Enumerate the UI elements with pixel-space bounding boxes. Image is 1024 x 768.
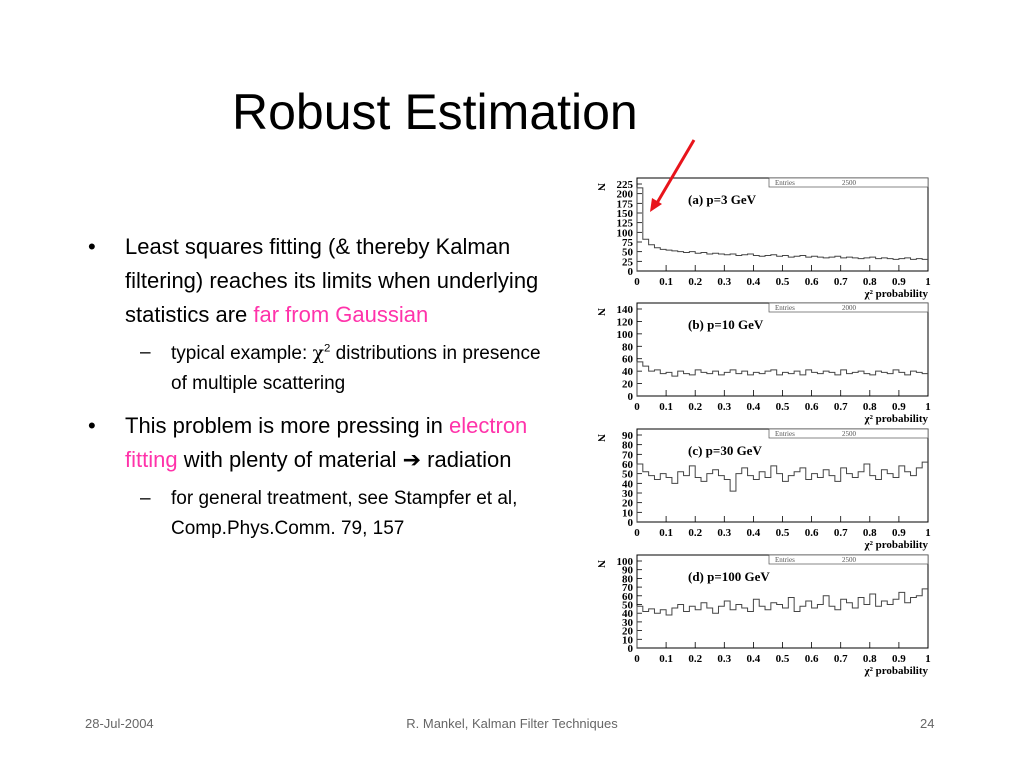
panel-d-ytick-label: 80 <box>622 573 633 586</box>
panel-d-xtick-label: 0.2 <box>688 653 703 665</box>
panel-a-ylabel: N <box>595 183 607 191</box>
panel-c-ytick-label: 50 <box>622 468 633 481</box>
panel-c-xtick-label: 0.7 <box>833 527 848 539</box>
panel-b-xtick-label: 0.3 <box>717 401 732 413</box>
panel-c-ytick-label: 90 <box>622 430 633 442</box>
panel-b-xlabel: χ² probability <box>864 413 928 425</box>
panel-c-xlabel: χ² probability <box>864 539 928 551</box>
bullet-2-text-c: radiation <box>421 447 512 472</box>
panel-d-stats-value: 2500 <box>842 556 856 564</box>
panel-c-ytick-label: 30 <box>622 488 633 500</box>
panel-b-ytick-label: 80 <box>622 341 633 354</box>
panel-c-ytick-label: 40 <box>622 478 633 491</box>
panel-b-ylabel: N <box>595 308 607 316</box>
panel-b-xtick-label: 0.5 <box>775 401 790 413</box>
panel-a-stats-label: Entries <box>775 179 795 187</box>
panel-d-label: (d) p=100 GeV <box>688 569 770 584</box>
panel-a-stats-value: 2500 <box>842 179 856 187</box>
panel-d-stats-label: Entries <box>775 556 795 564</box>
panel-b-xtick-label: 0.2 <box>688 401 703 413</box>
panel-c-xtick-label: 0.6 <box>804 527 819 539</box>
panel-a-xtick-label: 0.3 <box>717 276 732 288</box>
panel-d-ytick-label: 50 <box>622 599 633 612</box>
panel-d-xlabel: χ² probability <box>864 665 928 677</box>
panel-b-xtick-label: 0.9 <box>892 401 906 413</box>
panel-b-ytick-label: 60 <box>622 353 633 366</box>
footer-title: R. Mankel, Kalman Filter Techniques <box>406 716 618 731</box>
panel-a-xtick-label: 0.1 <box>659 276 673 288</box>
panel-b-xtick-label: 0.1 <box>659 401 673 413</box>
sub-bullet-1-text-b: distributions in presence of multiple scattering <box>171 343 541 394</box>
sub-bullet-1-text-a: typical example: <box>171 343 313 364</box>
panel-b-xtick-label: 0.4 <box>746 401 761 413</box>
panel-a-ytick-label: 150 <box>616 208 633 220</box>
panel-c-ytick-label: 10 <box>622 507 633 520</box>
bullet-dot: • <box>88 234 96 259</box>
bullet-dot: • <box>88 413 96 438</box>
panel-c-ytick-label: 80 <box>622 439 633 452</box>
panel-a-ytick-label: 50 <box>622 246 633 259</box>
panel-b-xtick-label: 1 <box>925 401 931 413</box>
panel-c-ytick-label: 20 <box>622 497 633 510</box>
panel-b-stats-label: Entries <box>775 304 795 312</box>
panel-c-xtick-label: 0.1 <box>659 527 673 539</box>
bullet-1-highlight: far from Gaussian <box>253 302 429 327</box>
panel-d-ytick-label: 70 <box>622 582 633 595</box>
panel-d-xtick-label: 0 <box>634 653 640 665</box>
panel-a-frame <box>637 178 928 271</box>
panel-c-ylabel: N <box>595 434 607 442</box>
panel-d-xtick-label: 0.6 <box>804 653 819 665</box>
panel-d-ytick-label: 60 <box>622 590 633 603</box>
panel-b-ytick-label: 20 <box>622 378 633 391</box>
panel-d-xtick-label: 0.9 <box>892 653 906 665</box>
panel-a-ytick-label: 0 <box>627 266 633 278</box>
bullet-2-text-b: with plenty of material <box>177 447 403 472</box>
sub-bullet-2-text: for general treatment, see Stampfer et al, Comp.Phys.Comm. 79, 157 <box>171 488 518 539</box>
panel-b-ytick-label: 0 <box>627 391 633 403</box>
panel-b-xtick-label: 0.8 <box>862 401 877 413</box>
panel-a-ytick-label: 225 <box>616 179 633 191</box>
panel-b-xtick-label: 0.7 <box>833 401 848 413</box>
footer-date: 28-Jul-2004 <box>85 716 154 731</box>
panel-a-ytick-label: 75 <box>622 237 633 249</box>
panel-a-xtick-label: 0.9 <box>892 276 906 288</box>
panel-b-stats-value: 2000 <box>842 304 856 312</box>
panel-a-xtick-label: 1 <box>925 276 931 288</box>
panel-a-xtick-label: 0.6 <box>804 276 819 288</box>
panel-a-ytick-label: 175 <box>616 198 633 211</box>
panel-a-xtick-label: 0.7 <box>833 276 848 288</box>
panel-d-xtick-label: 0.3 <box>717 653 732 665</box>
panel-a-xtick-label: 0.4 <box>746 276 761 288</box>
panel-c-stats-value: 2500 <box>842 430 856 438</box>
chi-symbol: χ <box>312 342 325 364</box>
sub-bullet-dash: – <box>140 342 151 363</box>
panel-a-xtick-label: 0 <box>634 276 640 288</box>
panel-a-xtick-label: 0.2 <box>688 276 703 288</box>
sub-bullet-dash: – <box>140 488 151 509</box>
panel-d-xtick-label: 0.8 <box>862 653 877 665</box>
bullet-2-text-a: This problem is more pressing in <box>125 413 450 438</box>
panel-d-xtick-label: 0.7 <box>833 653 848 665</box>
panel-c-xtick-label: 0 <box>634 527 640 539</box>
panel-d-xtick-label: 0.1 <box>659 653 673 665</box>
panel-c-ytick-label: 70 <box>622 449 633 462</box>
panel-d-ytick-label: 90 <box>622 564 633 577</box>
panel-b-frame <box>637 303 928 396</box>
panel-a-label: (a) p=3 GeV <box>688 192 757 207</box>
panel-c-xtick-label: 0.3 <box>717 527 732 539</box>
panel-d-ytick-label: 10 <box>622 634 633 647</box>
panel-c-xtick-label: 0.8 <box>862 527 877 539</box>
panel-b-ytick-label: 100 <box>616 328 633 341</box>
panel-d-xtick-label: 0.4 <box>746 653 761 665</box>
panel-a-ytick-label: 25 <box>622 256 633 269</box>
panel-d-ytick-label: 100 <box>616 556 633 568</box>
panel-d-xtick-label: 0.5 <box>775 653 790 665</box>
bullet-2-highlight: electron fitting <box>125 413 528 472</box>
bullet-1-text: Least squares fitting (& thereby Kalman filtering) reaches its limits when underlying statistics are <box>125 234 539 327</box>
panel-a-ytick-label: 125 <box>616 217 633 230</box>
panel-d-ylabel: N <box>595 560 607 568</box>
arrow-right-icon: ➔ <box>402 448 422 473</box>
panel-c-ytick-label: 0 <box>627 517 633 529</box>
panel-d-ytick-label: 30 <box>622 616 633 629</box>
panel-b-ytick-label: 120 <box>616 316 633 329</box>
panel-c-stats-label: Entries <box>775 430 795 438</box>
panel-d-ytick-label: 40 <box>622 608 633 621</box>
panel-c-label: (c) p=30 GeV <box>688 443 762 458</box>
panel-b-xtick-label: 0 <box>634 401 640 413</box>
panel-c-ytick-label: 60 <box>622 459 633 471</box>
slide-title: Robust Estimation <box>232 84 638 140</box>
panel-c-xtick-label: 1 <box>925 527 931 539</box>
panel-c-xtick-label: 0.4 <box>746 527 761 539</box>
panel-b-ytick-label: 40 <box>622 366 633 379</box>
panel-c-xtick-label: 0.2 <box>688 527 703 539</box>
footer-page-number: 24 <box>920 716 935 731</box>
panel-a-xtick-label: 0.5 <box>775 276 790 288</box>
chi-superscript: 2 <box>324 342 331 355</box>
panel-c-xtick-label: 0.9 <box>892 527 906 539</box>
panel-b-xtick-label: 0.6 <box>804 401 819 413</box>
panel-d-xtick-label: 1 <box>925 653 931 665</box>
panel-d-ytick-label: 20 <box>622 625 633 638</box>
panel-a-xtick-label: 0.8 <box>862 276 877 288</box>
panel-b-ytick-label: 140 <box>616 304 633 316</box>
panel-c-xtick-label: 0.5 <box>775 527 790 539</box>
panel-a-ytick-label: 200 <box>616 188 633 201</box>
panel-d-ytick-label: 0 <box>627 643 633 655</box>
panel-a-xlabel: χ² probability <box>864 288 928 300</box>
panel-b-label: (b) p=10 GeV <box>688 317 764 332</box>
panel-a-ytick-label: 100 <box>616 227 633 240</box>
